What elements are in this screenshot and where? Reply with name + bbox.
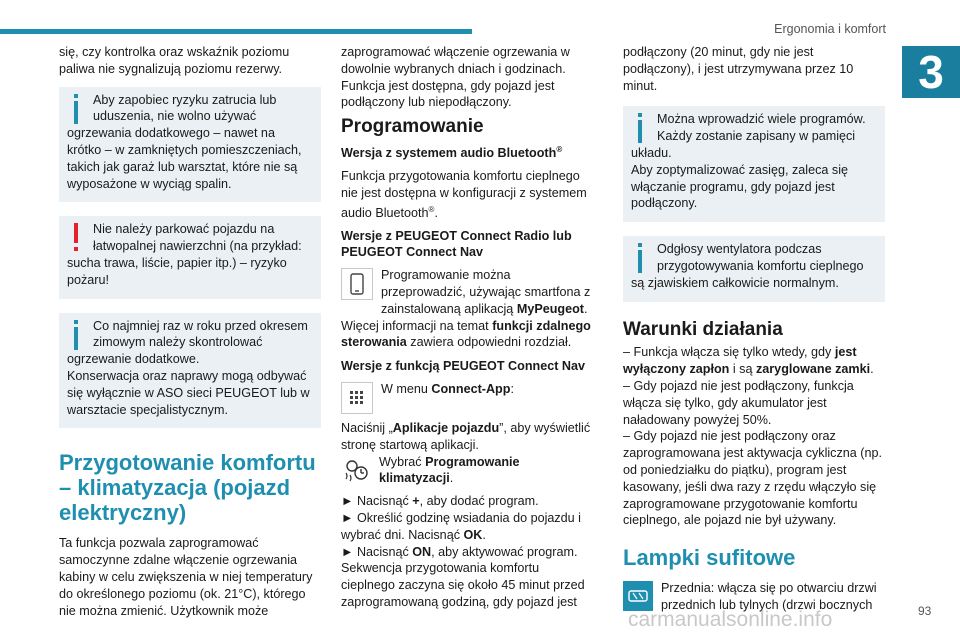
info-icon [67, 94, 85, 124]
info-icon [631, 113, 649, 143]
press-vehicle-apps: Naciśnij „Aplikacje pojazdu”, aby wyświetlić stronę startową aplikacji. [341, 420, 591, 452]
step-1: ► Nacisnąć +, aby dodać program. [341, 494, 539, 509]
footer-watermark: carmanualsonline.info [628, 608, 833, 631]
bluetooth-text: Funkcja przygotowania komfortu cieplnego nie jest dostępna w konfiguracji z systemem audio Bluetooth®. [341, 168, 587, 220]
col2-tail: Sekwencja przygotowania komfortu cieplnego zaczyna się około 45 minut przed zaprogramowaną godziną, gdy pojazd jest [341, 561, 585, 609]
info-icon [631, 243, 649, 273]
ceiling-lamp-icon [623, 581, 653, 611]
front-lamp-text: Przednia: włącza się po otwarciu drzwi przednich lub tylnych (drzwi bocznych [661, 581, 877, 612]
subheading-connect-radio: Wersje z PEUGEOT Connect Radio lub PEUGEOT Connect Nav [341, 228, 572, 260]
column-1 [59, 44, 321, 619]
section-title: Ergonomia i komfort [774, 22, 886, 36]
connect-app-icon [341, 382, 373, 414]
smartphone-icon [341, 268, 373, 300]
column-2 [341, 44, 593, 611]
heading-programowanie: Programowanie [341, 116, 484, 138]
step-2: ► Określić godzinę wsiadania do pojazdu i wybrać dni. Nacisnąć OK. [341, 510, 581, 542]
condition-2: – Gdy pojazd nie jest podłączony, funkcja włącza się tylko, gdy akumulator jest naładowany powyżej 50%. [623, 378, 854, 427]
column-3 [623, 44, 885, 614]
condition-1: – Funkcja włącza się tylko wtedy, gdy jest wyłączony zapłon i są zaryglowane zamki. [623, 345, 874, 377]
info-note-1-text: Aby zapobiec ryzyku zatrucia lub uduszenia, nie wolno używać ogrzewania dodatkowego – nawet na krótko – w zamkniętych pomieszczeniach, takich jak garaż lub warsztat, które nie są wyposażone w wyciąg spalin. [67, 92, 302, 191]
section-heading-climate: Przygotowanie komfortu – klimatyzacja (pojazd elektryczny) [59, 450, 316, 526]
warning-note-text: Nie należy parkować pojazdu na łatwopalnej nawierzchni (na przykład: sucha trawa, liście, papier itp.) – ryzyko pożaru! [67, 222, 302, 287]
chapter-tab: 3 [902, 46, 960, 98]
info-note-4 [623, 236, 885, 301]
remote-functions-note: Więcej informacji na temat funkcji zdalnego sterowania zawiera odpowiedni rozdział. [341, 318, 591, 350]
climate-programming-block: Wybrać Programowanie klimatyzacji. [341, 454, 593, 488]
info-note-4-text: Odgłosy wentylatora podczas przygotowywania komfortu cieplnego są zjawiskiem całkowicie normalnym. [631, 242, 864, 290]
warning-note [59, 216, 321, 298]
col1-intro: się, czy kontrolka oraz wskaźnik poziomu paliwa nie sygnalizują poziomu rezerwy. [59, 45, 290, 76]
subheading-bluetooth: Wersja z systemem audio Bluetooth® [341, 144, 563, 161]
step-3: ► Nacisnąć ON, aby aktywować program. [341, 544, 578, 559]
info-note-3-line1: Można wprowadzić wiele programów. Każdy zostanie zapisany w pamięci układu. [631, 112, 866, 160]
climate-clock-icon [341, 455, 371, 485]
info-note-3-line2: Aby zoptymalizować zasięg, zaleca się włączanie programu, gdy pojazd jest podłączony. [631, 162, 848, 211]
info-note-2-line2: Konserwacja oraz naprawy mogą odbywać się wyłącznie w ASO sieci PEUGEOT lub w warsztacie specjalistycznym. [67, 368, 310, 417]
condition-3: – Gdy pojazd nie jest podłączony oraz zaprogramowana jest aktywacja cykliczna (np. od poniedziałku do piątku), program jest kasowany, jeśli dwa razy z rzędu włączyło się zaprogramowane przygotowanie komfortu cieplnego, ale pojazd nie był używany. [623, 429, 882, 528]
info-icon [67, 320, 85, 350]
warning-icon [67, 223, 85, 253]
header-accent-bar [0, 29, 472, 34]
info-note-2 [59, 313, 321, 429]
info-note-2-line1: Co najmniej raz w roku przed okresem zimowym należy skontrolować ogrzewanie dodatkowe. [67, 318, 308, 367]
smartphone-block: Programowanie można przeprowadzić, używając smartfona z zainstalowaną aplikacją MyPeugeot. Więcej informacji na temat funkcji zdalnego sterowania zawiera odpowiedni rozdział. [341, 267, 593, 351]
page-number: 93 [918, 604, 932, 618]
info-note-3 [623, 106, 885, 222]
heading-warunki: Warunki działania [623, 318, 783, 340]
col2-intro: zaprogramować włączenie ogrzewania w dowolnie wybranych dniach i godzinach. Funkcja jest dostępna, gdy pojazd jest podłączony lub niepodłączony. [341, 45, 570, 110]
info-note-1 [59, 87, 321, 203]
col1-body: Ta funkcja pozwala zaprogramować samoczynne zdalne włączenie ogrzewania kabiny w celu zwiększenia w niej temperatury do określonego poziomu (ok. 21°C), którego nie można zmienić. Użytkownik może [59, 536, 313, 618]
heading-lampki: Lampki sufitowe [623, 545, 796, 571]
subheading-connect-nav: Wersje z funkcją PEUGEOT Connect Nav [341, 359, 586, 374]
connect-app-block: W menu Connect-App: [341, 381, 593, 416]
col3-intro: podłączony (20 minut, gdy nie jest podłączony), i jest utrzymywana przez 10 minut. [623, 45, 854, 93]
